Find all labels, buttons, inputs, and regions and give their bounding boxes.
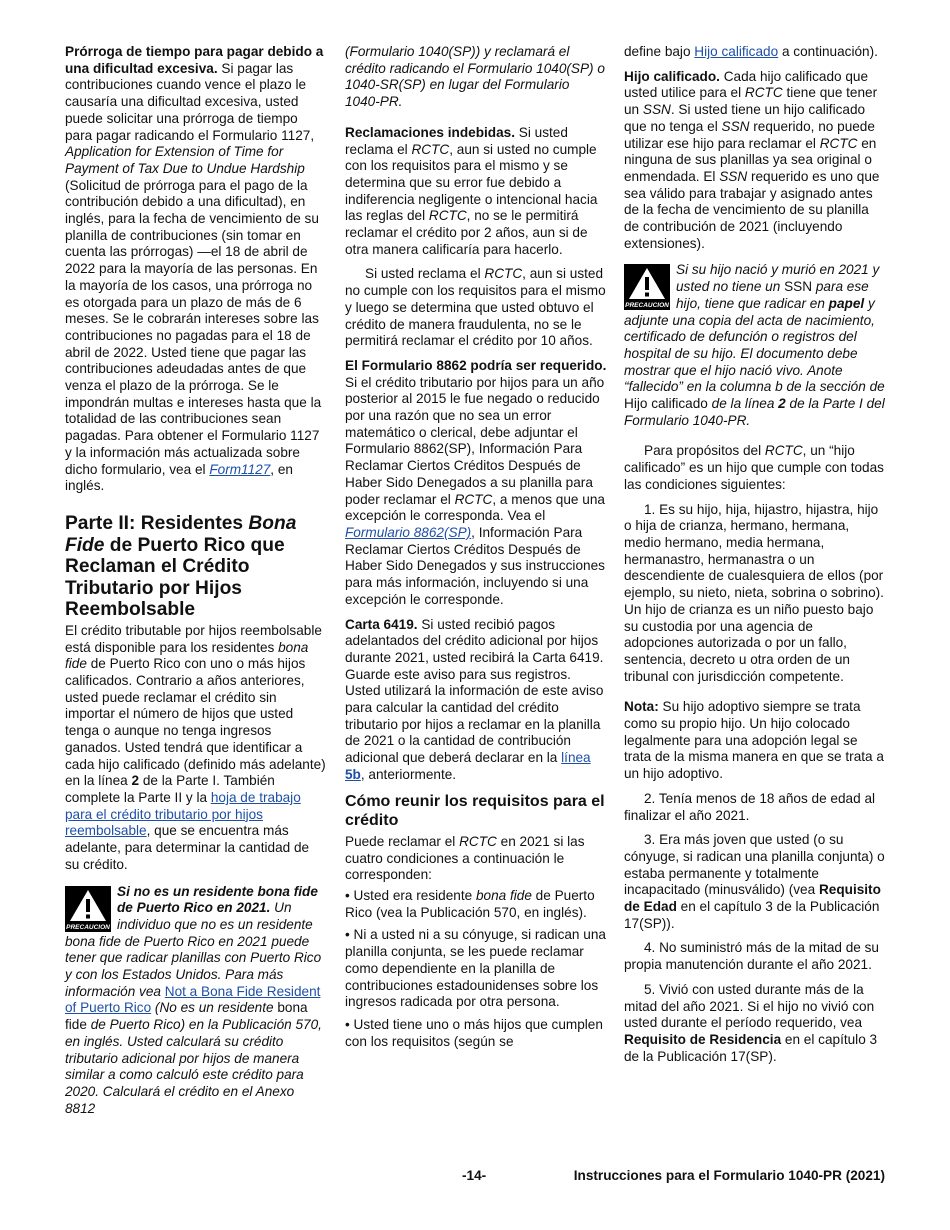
paragraph-conditions: Puede reclamar el RCTC en 2021 si las cuatro condiciones a continuación le corresponden: <box>345 833 585 883</box>
qualifying-child-link[interactable]: Hijo calificado <box>694 44 779 59</box>
bullet-icon: • <box>345 1016 350 1032</box>
paragraph-refundable-credit: El crédito tributable por hijos reembolsable está disponible para los residentes bona fide de Puerto Rico con uno o más hijos calificados. Contrario a años anteriores, usted puede reclamar el crédito sin importar el número de hijos que usted tenga o aunque no tenga ingresos ganados. Usted tendrá que identificar a cada hijo calificado (definido más adelante) en la línea 2 de la Parte I. También complete la Parte II y la hoja de trabajo para el crédito tributario por hijos reembolsable, que se encuentra más adelante, para determinar la cantidad de su crédito. <box>65 622 326 872</box>
paragraph-note: Nota: Su hijo adoptivo siempre se trata como su propio hijo. Un hijo colocado legalmente para una adopción legal se trata de la misma manera en que se trata a un hijo adoptivo. <box>624 699 884 782</box>
paragraph-heading: Prórroga de tiempo para pagar debido a una dificultad excesiva. <box>65 44 324 76</box>
svg-text:PRECAUCION: PRECAUCION <box>625 302 669 310</box>
list-item: 3. Era más joven que usted (o su cónyuge, si radican una planilla conjunta) o estaba permanente y totalmente incapacitado (minusválido) (vea Requisito de Edad en el capítulo 3 de la Publicación 17(SP)). <box>624 832 885 931</box>
column-2 <box>345 44 607 1056</box>
paragraph-fraud: Si usted reclama el RCTC, aun si usted no cumple con los requisitos para el mismo y luego se determina que usted obtuvo el crédito de manera fraudulenta, no se le permitirá reclamar el crédito por 10 años. <box>345 266 606 349</box>
column-1 <box>65 44 327 1125</box>
not-bona-fide-link[interactable]: Not a Bona Fide Resident of Puerto Rico <box>65 983 321 1016</box>
paragraph-form-8862: El Formulario 8862 podría ser requerido. Si el crédito tributario por hijos para un año posterior al 2015 le fue negado o reducido por una razón que no sea un error matemático o clerical, debe adjuntar el Formulario 8862(SP), Información Para Reclamar Ciertos Créditos Después de Haber Sido Denegados a su planilla para poder reclamar el RCTC, a menos que una excepción le corresponda. Vea el Formulario 8862(SP), Información Para Reclamar Ciertos Créditos Después de Haber Sido Denegados y sus instrucciones para más información, incluyendo si una excepción le corresponde. <box>345 357 607 607</box>
bullet-icon: • <box>345 927 350 943</box>
list-item: 2. Tenía menos de 18 años de edad al finalizar el año 2021. <box>624 790 876 823</box>
list-item: • Usted era residente bona fide de Puerto Rico (vea la Publicación 570, en inglés). <box>345 888 595 920</box>
caution-icon <box>65 886 111 932</box>
form1127-link[interactable]: Form1127 <box>209 461 271 477</box>
list-item: • Usted tiene uno o más hijos que cumplen con los requisitos (según se <box>345 1016 603 1049</box>
section-heading-part-ii: Parte II: Residentes Bona Fide de Puerto Rico que Reclaman el Crédito Tributario por Hijos Reembolsable <box>65 512 297 621</box>
paragraph-letter-6419: Carta 6419. Si usted recibió pagos adelantados del crédito adicional por hijos durante 2021, usted recibirá la Carta 6419. Guarde este aviso para sus registros. Usted utilizará la información de este aviso para calcular la cantidad del crédito tributario por hijos a reclamar en la planilla de 2021 o la cantidad de contribución adicional que deberá declarar en la línea 5b, anteriormente. <box>345 616 604 782</box>
paragraph-continuation: (Formulario 1040(SP)) y reclamará el crédito radicando el Formulario 1040(SP) o 1040-SR(SP) en lugar del Formulario 1040-PR. <box>345 44 605 110</box>
worksheet-link[interactable]: hoja de trabajo para el crédito tributario por hijos reembolsable <box>65 789 301 839</box>
paragraph-qualifying-child: Hijo calificado. Cada hijo calificado que usted utilice para el RCTC tiene que tener un SSN. Si usted tiene un hijo calificado que no tenga el SSN requerido, no puede utilizar ese hijo para reclamar el RCTC en ninguna de sus planillas ya sea original o enmendada. El SSN requerido es uno que sea válido para trabajar y asignado antes de la fecha de vencimiento de su planilla de contribución de 2021 (incluyendo extensiones). <box>624 68 880 251</box>
list-item: 5. Vivió con usted durante más de la mitad del año 2021. Si el hijo no vivió con usted durante el período requerido, vea Requisito de Residencia en el capítulo 3 de la Publicación 17(SP). <box>624 981 878 1064</box>
paragraph-purposes: Para propósitos del RCTC, un “hijo calificado” es un hijo que cumple con todas las condiciones siguientes: <box>624 443 884 492</box>
list-item: • Ni a usted ni a su cónyuge, si radican una planilla conjunta, se les puede reclamar como dependiente en la planilla de contribuciones estadounidenses sobre los ingresos radicada por otra persona. <box>345 927 606 1010</box>
bullet-icon: • <box>345 888 350 904</box>
paragraph-continuation: define bajo Hijo calificado a continuación). <box>624 44 878 59</box>
svg-text:PRECAUCION: PRECAUCION <box>66 923 110 931</box>
list-item: 4. No suministró más de la mitad de su propia manutención durante el año 2021. <box>624 940 879 973</box>
list-item: 1. Es su hijo, hija, hijastro, hijastra, hijo o hija de crianza, hermano, hermana, medio hermano, media hermana, hermanastro, hermanastra o un descendiente de cualesquiera de ellos (por ejemplo, su nieto, nieta, sobrina o sobrino). Un hijo de crianza es un niño puesto bajo su custodia por una agencia de adopciones autorizada o por un fallo, sentencia, decreto u otra orden de un tribunal con jurisdicción competente. <box>624 501 884 684</box>
page-number: -14- <box>462 1168 487 1183</box>
subsection-heading-requirements: Cómo reunir los requisitos para el crédito <box>345 792 605 829</box>
document-title: Instrucciones para el Formulario 1040-PR (2021) <box>573 1168 885 1183</box>
paragraph-extension-hardship: Prórroga de tiempo para pagar debido a una dificultad excesiva. Si pagar las contribuciones cuando vence el plazo le causaría una dificultad excesiva, usted puede solicitar una prórroga de tiempo para pagar radicando el Formulario 1127, Application for Extension of Time for Payment of Tax Due to Undue Hardship (Solicitud de prórroga para el pago de la contribución debido a una dificultad), en inglés, para la fecha de vencimiento de su planilla de contribuciones (sin tomar en cuenta las prórrogas) —el 18 de abril de 2022 para la mayoría de las personas. En la mayoría de los casos, una prórroga no es otorgada para un plazo de más de 6 meses. Se le cobrarán intereses sobre las contribuciones no pagadas para el 18 de abril de 2022. Usted tiene que pagar las contribuciones adeudadas antes de que venza el plazo de la prórroga. Se le impondrán multas e intereses hasta que la totalidad de las contribuciones sean pagadas. Para obtener el Formulario 1127 y la información más actualizada sobre dicho formulario, vea el Form1127, en inglés. <box>65 44 324 494</box>
caution-icon <box>624 264 670 310</box>
caution-box-nonresident: PRECAUCION Si no es un residente bona fide de Puerto Rico en 2021. Un individuo que no es un residente bona fide de Puerto Rico en 2021 puede tener que radicar planillas con Puerto Rico y con los Estados Unidos. Para más información vea Not a Bona Fide Resident of Puerto Rico (No es un residente bona fide de Puerto Rico) en la Publicación 570, en inglés. Usted calculará su crédito tributario adicional por hijos de manera similar a como calculó este crédito para 2020. Calculará el crédito en el Anexo 8812 <box>65 883 322 1116</box>
paragraph-improper-claims: Reclamaciones indebidas. Si usted reclama el RCTC, aun si usted no cumple con los requisitos para el mismo y se determina que su error fue debido a indiferencia negligente o intencional hacia las reglas del RCTC, no se le permitirá reclamar el crédito por 2 años, aun si de otra manera calificaría para hacerlo. <box>345 124 598 257</box>
line-5b-link[interactable]: línea 5b <box>345 750 591 782</box>
column-3 <box>624 44 886 1073</box>
caution-box-born-died: PRECAUCION Si su hijo nació y murió en 2021 y usted no tiene un SSN para ese hijo, tiene que radicar en papel y adjunte una copia del acta de nacimiento, certificado de defunción o registros del hospital de su hijo. El documento debe mostrar que el hijo nació vivo. Anote “fallecido” en la columna b de la sección de Hijo calificado de la línea 2 de la Parte I del Formulario 1040-PR. <box>624 262 885 428</box>
form-8862-link[interactable]: Formulario 8862(SP) <box>345 524 472 540</box>
